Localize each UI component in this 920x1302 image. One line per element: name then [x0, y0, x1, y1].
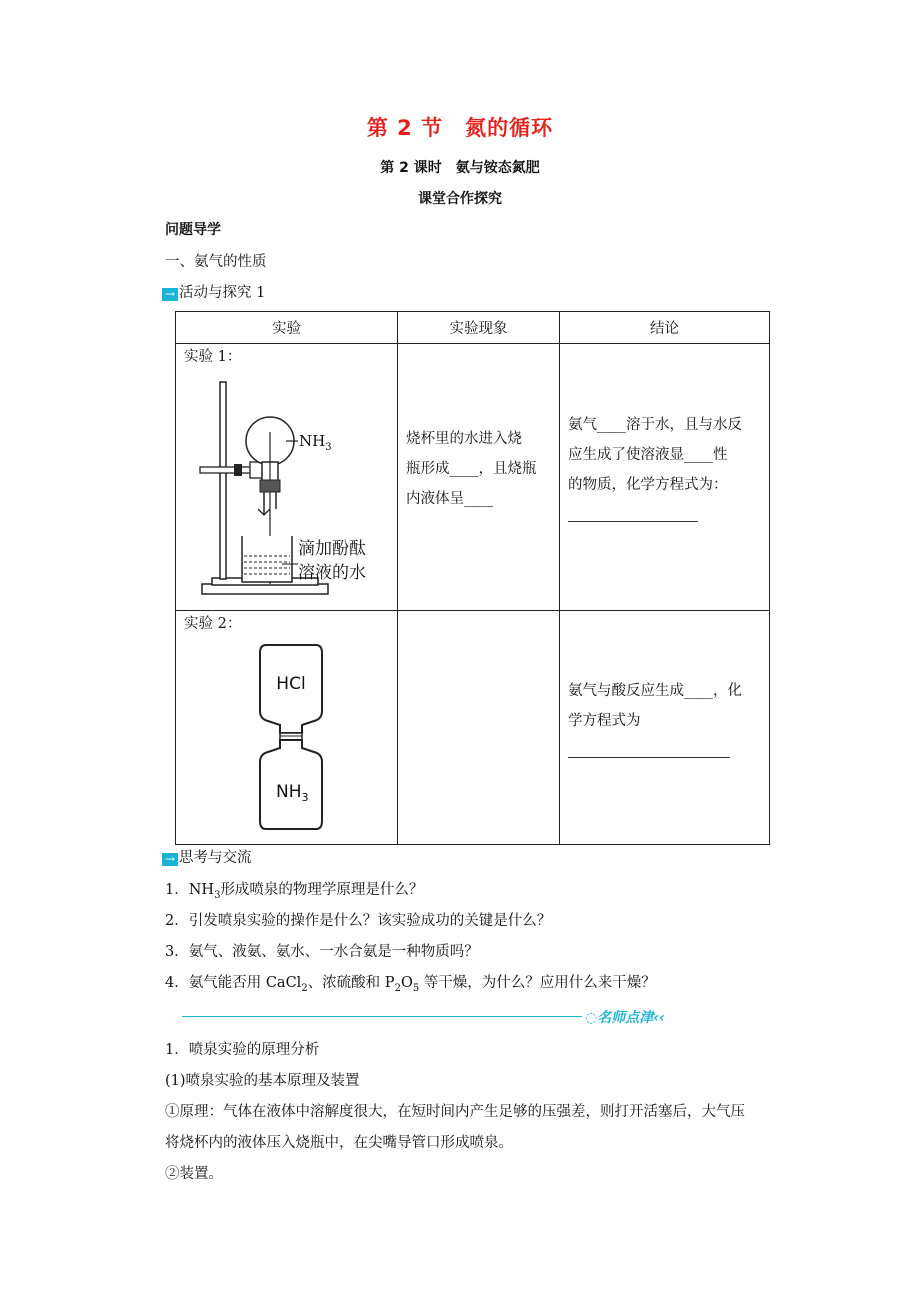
experiment-cell: [176, 344, 398, 611]
experiment-cell: [176, 611, 398, 845]
drop-label-1: 滴加酚酞: [298, 539, 366, 559]
conclusion-line: 氨气____溶于水，且与水反: [568, 417, 742, 433]
table-row: [176, 611, 770, 845]
guide-heading: 问题导学: [165, 222, 221, 238]
teacher-tips-badge: ◌名师点津‹‹: [585, 1010, 665, 1026]
hcl-label: HCl: [276, 674, 306, 694]
experiment-label: 实验 1：: [184, 349, 242, 365]
arrow-icon: →: [162, 288, 178, 301]
question-2: 2．引发喷泉实验的操作是什么？该实验成功的关键是什么？: [165, 913, 552, 929]
analysis-principle-1: ①原理：气体在液体中溶解度很大，在短时间内产生足够的压强差，则打开活塞后，大气压: [165, 1104, 745, 1120]
think-heading: [162, 846, 252, 867]
header-cell: 实验现象: [398, 312, 560, 344]
conclusion-line: 氨气与酸反应生成____，化: [568, 683, 742, 699]
answer-blank-line: [568, 736, 742, 756]
answer-blank-line: [568, 500, 742, 520]
conclusion-line: 应生成了使溶液显____性: [568, 447, 728, 463]
phenomenon-text: [406, 424, 537, 514]
analysis-principle-2: 将烧杯内的液体压入烧瓶中，在尖嘴导管口形成喷泉。: [165, 1135, 513, 1151]
question-4: 4．氨气能否用 CaCl$_2$、浓硫酸和 $P_2O_5$ 等干燥，为什么？应用什么来干燥？: [165, 975, 656, 994]
analysis-subheading: (1)喷泉实验的基本原理及装置: [165, 1073, 360, 1089]
part-heading: 一、氨气的性质: [165, 254, 267, 270]
experiment-label: 实验 2：: [184, 616, 242, 632]
header-cell: 结论: [560, 312, 770, 344]
fountain-apparatus-figure: [176, 344, 396, 610]
nh3-bottle-label: $NH_3$: [276, 782, 309, 804]
conclusion-cell: [560, 344, 770, 611]
nh3-label: $NH_3$: [299, 432, 332, 453]
header-cell: 实验: [176, 312, 398, 344]
phenomenon-cell: [398, 611, 560, 845]
table-header-row: [176, 312, 770, 344]
lesson-subtitle: 第 2 课时 氨与铵态氮肥: [380, 160, 540, 176]
analysis-device: ②装置。: [165, 1166, 223, 1182]
analysis-heading: 1．喷泉实验的原理分析: [165, 1042, 320, 1058]
conclusion-line: 学方程式为: [568, 713, 641, 729]
question-3: 3．氨气、液氨、氨水、一水合氨是一种物质吗？: [165, 944, 479, 960]
think-label: 思考与交流: [179, 850, 252, 866]
page-title: 第 2 节 氮的循环: [366, 116, 554, 140]
conclusion-text: [568, 676, 742, 756]
section-heading: 课堂合作探究: [418, 191, 502, 207]
section-divider: [182, 1016, 582, 1017]
phenomenon-line: 瓶形成____，且烧瓶: [406, 461, 537, 477]
phenomenon-line: 内液体呈____: [406, 491, 493, 507]
activity-label: 活动与探究 1: [179, 285, 266, 301]
experiment-table: [175, 311, 770, 845]
question-1: 1．$NH_3$形成喷泉的物理学原理是什么？: [165, 882, 424, 901]
phenomenon-cell: [398, 344, 560, 611]
activity-heading: [162, 281, 265, 302]
conclusion-line: 的物质，化学方程式为：: [568, 477, 728, 493]
conclusion-cell: [560, 611, 770, 845]
drop-label-2: 溶液的水: [298, 563, 366, 583]
table-row: [176, 344, 770, 611]
gas-bottles-figure: [176, 611, 396, 844]
phenomenon-line: 烧杯里的水进入烧: [406, 431, 522, 447]
arrow-icon: →: [162, 853, 178, 866]
conclusion-text: [568, 410, 742, 520]
